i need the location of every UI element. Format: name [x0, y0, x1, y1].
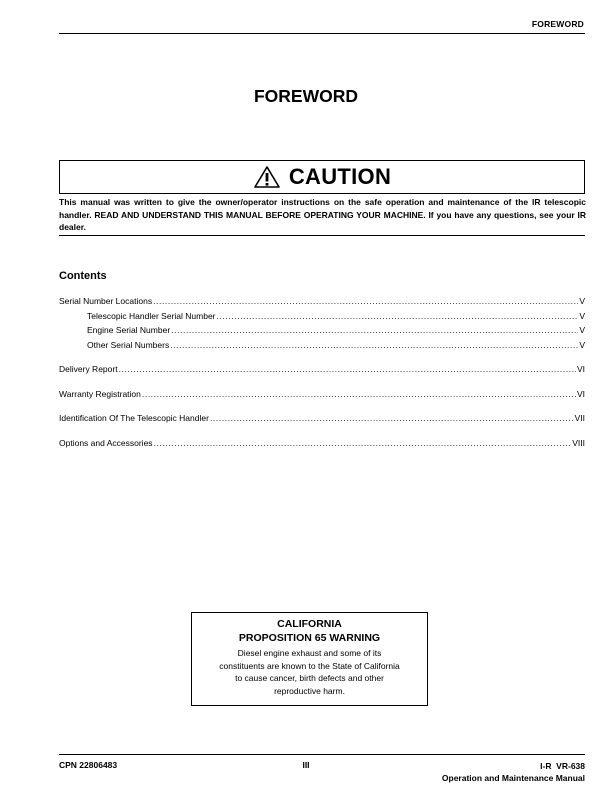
toc-leader — [119, 364, 576, 374]
toc-entry-title: Delivery Report — [59, 364, 118, 374]
toc-entry-page: V — [579, 325, 585, 335]
toc-entry-other-serial-numbers[interactable] — [59, 340, 585, 352]
warning-body — [192, 647, 427, 697]
toc-leader — [210, 413, 574, 423]
header-divider — [59, 33, 585, 34]
toc-entry-title: Identification Of The Telescopic Handler — [59, 413, 209, 423]
toc-entry-title: Engine Serial Number — [87, 325, 171, 335]
toc-leader — [142, 389, 576, 399]
toc-entry-page: V — [579, 310, 585, 321]
caution-text: This manual was written to give the owner/operator instructions on the safe operation and maintenance of the IR telescopic handler. READ AND UNDERSTAND THIS MANUAL BEFORE OPERATING YOUR MACHINE. If you have any questions, see your IR dealer. — [59, 197, 586, 232]
toc-leader — [170, 340, 578, 350]
toc-entry-title: Options and Accessories — [59, 437, 153, 448]
toc-entry-title: Warranty Registration — [59, 388, 141, 399]
toc-entry-page: V — [579, 339, 585, 350]
toc-entry-page: VI — [576, 364, 585, 374]
footer-model-block — [442, 760, 585, 784]
toc-leader — [154, 438, 572, 448]
warning-title-line2: PROPOSITION 65 WARNING — [238, 632, 381, 644]
toc-leader — [217, 311, 579, 321]
footer-part-number: CPN 22806483 — [59, 760, 118, 770]
toc-leader — [153, 296, 578, 306]
toc-entry-serial-number-locations[interactable] — [59, 296, 585, 308]
warning-body-line: constituents are known to the State of California — [219, 660, 400, 671]
toc-entry-delivery-report[interactable] — [59, 364, 585, 376]
toc-entry-page: VI — [576, 388, 585, 399]
footer-manual-title: Operation and Maintenance Manual — [441, 773, 585, 783]
prop65-warning-box — [191, 612, 428, 706]
toc-entry-title: Serial Number Locations — [59, 296, 153, 306]
caution-divider — [59, 235, 585, 236]
page-title: FOREWORD — [253, 86, 359, 106]
toc-entry-title: Telescopic Handler Serial Number — [87, 310, 216, 321]
toc-entry-telescopic-handler-serial-number[interactable] — [59, 311, 585, 323]
warning-title-line1: CALIFORNIA — [277, 618, 342, 630]
warning-body-line: Diesel engine exhaust and some of its — [237, 648, 382, 658]
header-section-label: FOREWORD — [531, 19, 584, 29]
footer-divider — [59, 754, 585, 755]
toc-leader — [171, 325, 578, 335]
warning-triangle-icon — [253, 165, 281, 189]
footer-page-number: III — [302, 760, 310, 770]
footer-model: I-R VR-638 — [540, 761, 585, 771]
warning-body-line: to cause cancer, birth defects and other — [235, 673, 384, 683]
toc-entry-identification[interactable] — [59, 413, 585, 425]
toc-entry-page: VII — [574, 413, 585, 423]
toc-entry-options-and-accessories[interactable] — [59, 438, 585, 450]
toc-entry-page: V — [579, 296, 585, 306]
contents-heading: Contents — [59, 270, 107, 282]
toc-entry-title: Other Serial Numbers — [87, 339, 170, 350]
warning-body-line: reproductive harm. — [274, 685, 345, 696]
caution-label: CAUTION — [288, 164, 392, 189]
toc-entry-engine-serial-number[interactable] — [59, 325, 585, 337]
caution-banner — [59, 160, 585, 194]
toc-entry-page: VIII — [572, 437, 585, 448]
toc-entry-warranty-registration[interactable] — [59, 389, 585, 401]
